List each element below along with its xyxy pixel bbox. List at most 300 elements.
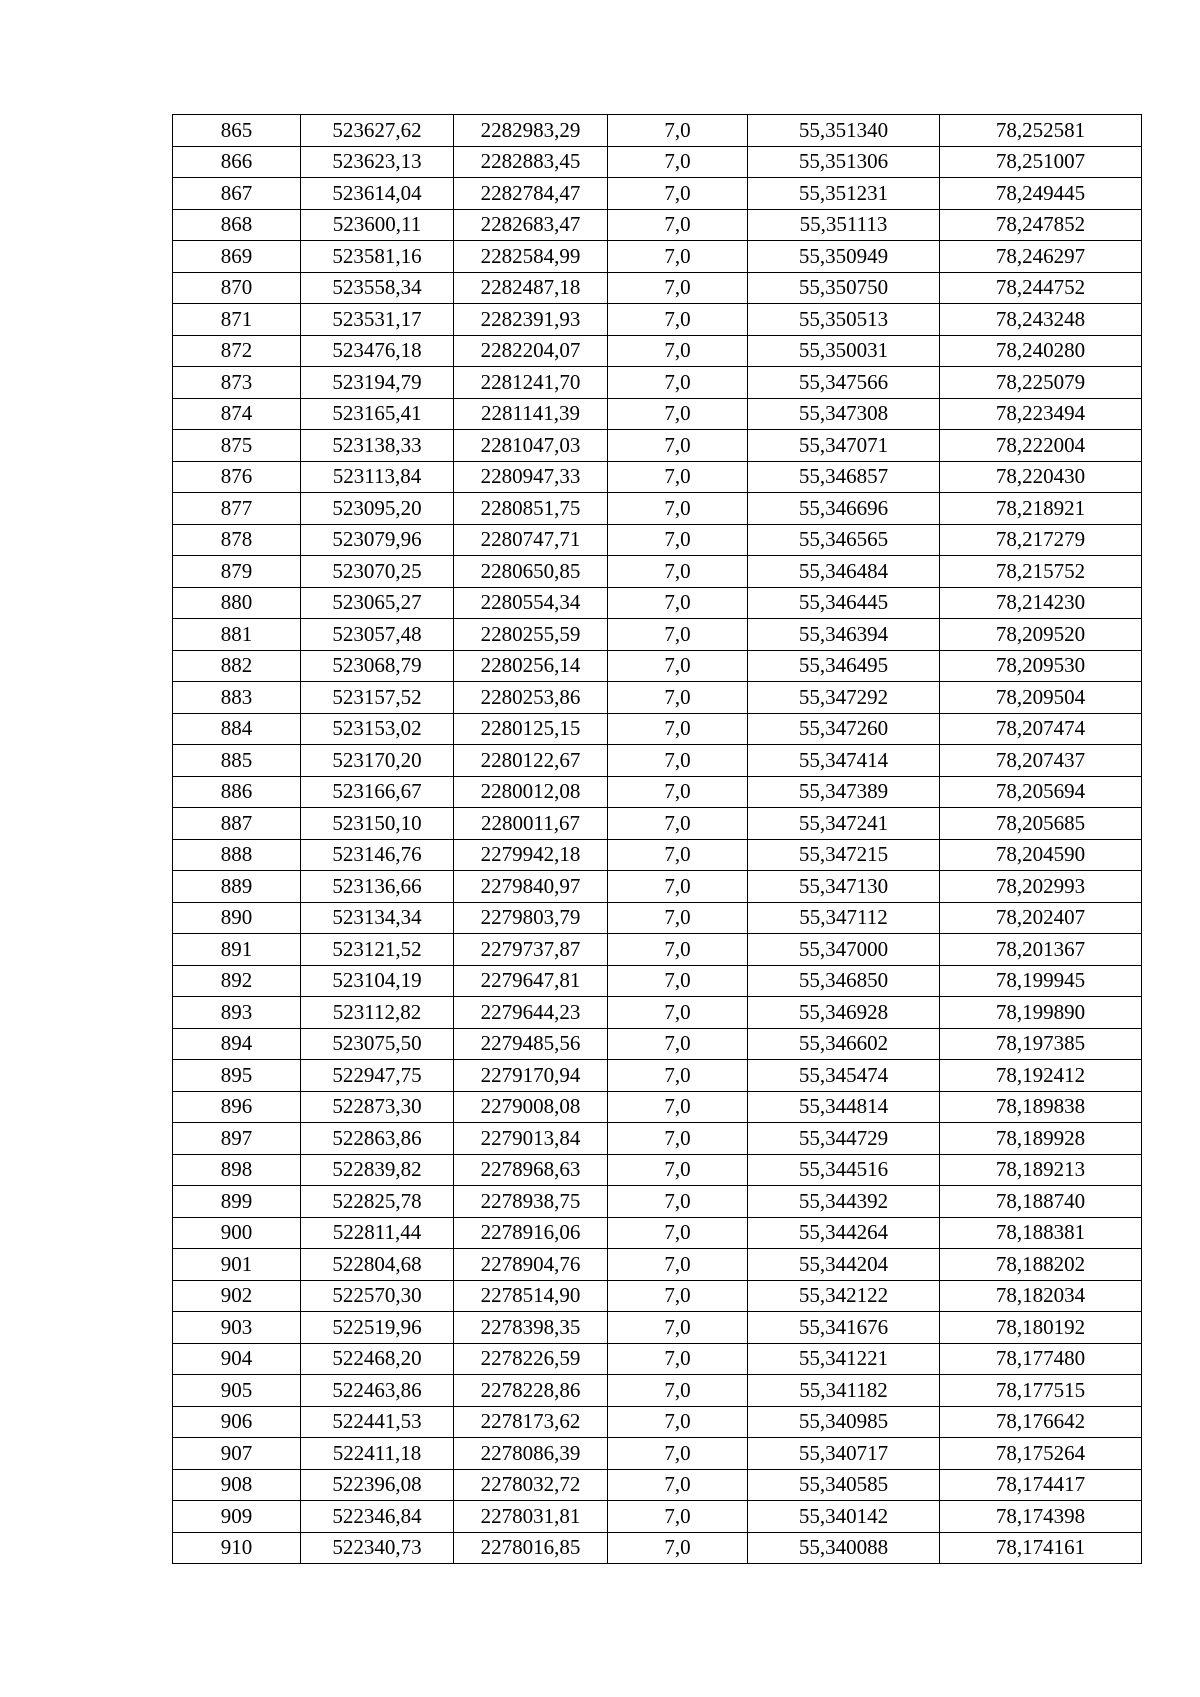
- point-number-cell: 870: [173, 272, 301, 304]
- x-coordinate-cell: 523068,79: [301, 650, 454, 682]
- point-number-cell: 894: [173, 1028, 301, 1060]
- latitude-cell: 55,347130: [748, 871, 940, 903]
- longitude-cell: 78,202407: [940, 902, 1142, 934]
- point-number-cell: 909: [173, 1501, 301, 1533]
- table-row: [173, 997, 1142, 1029]
- y-coordinate-cell: 2280747,71: [454, 524, 608, 556]
- accuracy-cell: 7,0: [608, 335, 748, 367]
- table-row: [173, 304, 1142, 336]
- accuracy-cell: 7,0: [608, 367, 748, 399]
- point-number-cell: 910: [173, 1532, 301, 1564]
- point-number-cell: 901: [173, 1249, 301, 1281]
- x-coordinate-cell: 522570,30: [301, 1280, 454, 1312]
- latitude-cell: 55,346484: [748, 556, 940, 588]
- point-number-cell: 908: [173, 1469, 301, 1501]
- point-number-cell: 905: [173, 1375, 301, 1407]
- table-row: [173, 1123, 1142, 1155]
- accuracy-cell: 7,0: [608, 1060, 748, 1092]
- latitude-cell: 55,344516: [748, 1154, 940, 1186]
- accuracy-cell: 7,0: [608, 1280, 748, 1312]
- y-coordinate-cell: 2280253,86: [454, 682, 608, 714]
- table-row: [173, 146, 1142, 178]
- accuracy-cell: 7,0: [608, 871, 748, 903]
- latitude-cell: 55,347071: [748, 430, 940, 462]
- latitude-cell: 55,344204: [748, 1249, 940, 1281]
- longitude-cell: 78,189928: [940, 1123, 1142, 1155]
- x-coordinate-cell: 522804,68: [301, 1249, 454, 1281]
- accuracy-cell: 7,0: [608, 839, 748, 871]
- point-number-cell: 869: [173, 241, 301, 273]
- x-coordinate-cell: 523112,82: [301, 997, 454, 1029]
- x-coordinate-cell: 523095,20: [301, 493, 454, 525]
- x-coordinate-cell: 523558,34: [301, 272, 454, 304]
- point-number-cell: 877: [173, 493, 301, 525]
- x-coordinate-cell: 523614,04: [301, 178, 454, 210]
- longitude-cell: 78,177480: [940, 1343, 1142, 1375]
- accuracy-cell: 7,0: [608, 997, 748, 1029]
- latitude-cell: 55,340088: [748, 1532, 940, 1564]
- point-number-cell: 886: [173, 776, 301, 808]
- x-coordinate-cell: 523121,52: [301, 934, 454, 966]
- accuracy-cell: 7,0: [608, 1343, 748, 1375]
- x-coordinate-cell: 523165,41: [301, 398, 454, 430]
- accuracy-cell: 7,0: [608, 650, 748, 682]
- point-number-cell: 882: [173, 650, 301, 682]
- latitude-cell: 55,344814: [748, 1091, 940, 1123]
- x-coordinate-cell: 523070,25: [301, 556, 454, 588]
- point-number-cell: 878: [173, 524, 301, 556]
- longitude-cell: 78,197385: [940, 1028, 1142, 1060]
- table-row: [173, 335, 1142, 367]
- accuracy-cell: 7,0: [608, 682, 748, 714]
- accuracy-cell: 7,0: [608, 1091, 748, 1123]
- table-row: [173, 178, 1142, 210]
- y-coordinate-cell: 2279485,56: [454, 1028, 608, 1060]
- table-row: [173, 1343, 1142, 1375]
- latitude-cell: 55,350513: [748, 304, 940, 336]
- longitude-cell: 78,205694: [940, 776, 1142, 808]
- x-coordinate-cell: 523153,02: [301, 713, 454, 745]
- latitude-cell: 55,340585: [748, 1469, 940, 1501]
- y-coordinate-cell: 2282391,93: [454, 304, 608, 336]
- point-number-cell: 891: [173, 934, 301, 966]
- y-coordinate-cell: 2279013,84: [454, 1123, 608, 1155]
- y-coordinate-cell: 2281141,39: [454, 398, 608, 430]
- latitude-cell: 55,347308: [748, 398, 940, 430]
- longitude-cell: 78,220430: [940, 461, 1142, 493]
- accuracy-cell: 7,0: [608, 556, 748, 588]
- latitude-cell: 55,345474: [748, 1060, 940, 1092]
- accuracy-cell: 7,0: [608, 304, 748, 336]
- x-coordinate-cell: 522396,08: [301, 1469, 454, 1501]
- x-coordinate-cell: 523065,27: [301, 587, 454, 619]
- longitude-cell: 78,209504: [940, 682, 1142, 714]
- table-row: [173, 1375, 1142, 1407]
- latitude-cell: 55,350031: [748, 335, 940, 367]
- x-coordinate-cell: 522947,75: [301, 1060, 454, 1092]
- y-coordinate-cell: 2278398,35: [454, 1312, 608, 1344]
- y-coordinate-cell: 2282204,07: [454, 335, 608, 367]
- point-number-cell: 888: [173, 839, 301, 871]
- y-coordinate-cell: 2279942,18: [454, 839, 608, 871]
- latitude-cell: 55,346850: [748, 965, 940, 997]
- y-coordinate-cell: 2280650,85: [454, 556, 608, 588]
- longitude-cell: 78,188202: [940, 1249, 1142, 1281]
- table-row: [173, 461, 1142, 493]
- longitude-cell: 78,215752: [940, 556, 1142, 588]
- y-coordinate-cell: 2282883,45: [454, 146, 608, 178]
- latitude-cell: 55,341676: [748, 1312, 940, 1344]
- y-coordinate-cell: 2278514,90: [454, 1280, 608, 1312]
- latitude-cell: 55,347389: [748, 776, 940, 808]
- accuracy-cell: 7,0: [608, 1469, 748, 1501]
- latitude-cell: 55,344729: [748, 1123, 940, 1155]
- latitude-cell: 55,347566: [748, 367, 940, 399]
- latitude-cell: 55,346445: [748, 587, 940, 619]
- x-coordinate-cell: 522441,53: [301, 1406, 454, 1438]
- table-row: [173, 1091, 1142, 1123]
- longitude-cell: 78,188381: [940, 1217, 1142, 1249]
- x-coordinate-cell: 522873,30: [301, 1091, 454, 1123]
- latitude-cell: 55,346565: [748, 524, 940, 556]
- coordinates-table-body: [173, 115, 1142, 1564]
- latitude-cell: 55,340985: [748, 1406, 940, 1438]
- latitude-cell: 55,341221: [748, 1343, 940, 1375]
- y-coordinate-cell: 2278228,86: [454, 1375, 608, 1407]
- x-coordinate-cell: 522519,96: [301, 1312, 454, 1344]
- point-number-cell: 890: [173, 902, 301, 934]
- point-number-cell: 876: [173, 461, 301, 493]
- y-coordinate-cell: 2280255,59: [454, 619, 608, 651]
- x-coordinate-cell: 523104,19: [301, 965, 454, 997]
- y-coordinate-cell: 2278086,39: [454, 1438, 608, 1470]
- y-coordinate-cell: 2282683,47: [454, 209, 608, 241]
- y-coordinate-cell: 2280122,67: [454, 745, 608, 777]
- latitude-cell: 55,346928: [748, 997, 940, 1029]
- longitude-cell: 78,217279: [940, 524, 1142, 556]
- y-coordinate-cell: 2280012,08: [454, 776, 608, 808]
- table-row: [173, 902, 1142, 934]
- accuracy-cell: 7,0: [608, 902, 748, 934]
- y-coordinate-cell: 2278968,63: [454, 1154, 608, 1186]
- y-coordinate-cell: 2281241,70: [454, 367, 608, 399]
- table-row: [173, 650, 1142, 682]
- table-row: [173, 1501, 1142, 1533]
- table-row: [173, 713, 1142, 745]
- accuracy-cell: 7,0: [608, 398, 748, 430]
- table-row: [173, 1186, 1142, 1218]
- table-row: [173, 1532, 1142, 1564]
- latitude-cell: 55,344392: [748, 1186, 940, 1218]
- longitude-cell: 78,174417: [940, 1469, 1142, 1501]
- point-number-cell: 893: [173, 997, 301, 1029]
- y-coordinate-cell: 2278173,62: [454, 1406, 608, 1438]
- x-coordinate-cell: 522811,44: [301, 1217, 454, 1249]
- point-number-cell: 881: [173, 619, 301, 651]
- point-number-cell: 903: [173, 1312, 301, 1344]
- point-number-cell: 884: [173, 713, 301, 745]
- accuracy-cell: 7,0: [608, 1375, 748, 1407]
- point-number-cell: 898: [173, 1154, 301, 1186]
- x-coordinate-cell: 523157,52: [301, 682, 454, 714]
- x-coordinate-cell: 523150,10: [301, 808, 454, 840]
- y-coordinate-cell: 2279008,08: [454, 1091, 608, 1123]
- accuracy-cell: 7,0: [608, 934, 748, 966]
- point-number-cell: 879: [173, 556, 301, 588]
- latitude-cell: 55,346394: [748, 619, 940, 651]
- point-number-cell: 865: [173, 115, 301, 147]
- x-coordinate-cell: 522468,20: [301, 1343, 454, 1375]
- y-coordinate-cell: 2278904,76: [454, 1249, 608, 1281]
- point-number-cell: 880: [173, 587, 301, 619]
- latitude-cell: 55,350949: [748, 241, 940, 273]
- table-row: [173, 1249, 1142, 1281]
- point-number-cell: 900: [173, 1217, 301, 1249]
- table-row: [173, 115, 1142, 147]
- longitude-cell: 78,201367: [940, 934, 1142, 966]
- x-coordinate-cell: 523146,76: [301, 839, 454, 871]
- accuracy-cell: 7,0: [608, 178, 748, 210]
- x-coordinate-cell: 523581,16: [301, 241, 454, 273]
- y-coordinate-cell: 2279840,97: [454, 871, 608, 903]
- table-row: [173, 1469, 1142, 1501]
- accuracy-cell: 7,0: [608, 1438, 748, 1470]
- longitude-cell: 78,243248: [940, 304, 1142, 336]
- y-coordinate-cell: 2279647,81: [454, 965, 608, 997]
- x-coordinate-cell: 523113,84: [301, 461, 454, 493]
- table-row: [173, 272, 1142, 304]
- accuracy-cell: 7,0: [608, 430, 748, 462]
- accuracy-cell: 7,0: [608, 272, 748, 304]
- longitude-cell: 78,247852: [940, 209, 1142, 241]
- latitude-cell: 55,351306: [748, 146, 940, 178]
- y-coordinate-cell: 2280256,14: [454, 650, 608, 682]
- accuracy-cell: 7,0: [608, 808, 748, 840]
- y-coordinate-cell: 2278916,06: [454, 1217, 608, 1249]
- longitude-cell: 78,205685: [940, 808, 1142, 840]
- accuracy-cell: 7,0: [608, 115, 748, 147]
- accuracy-cell: 7,0: [608, 241, 748, 273]
- accuracy-cell: 7,0: [608, 1532, 748, 1564]
- accuracy-cell: 7,0: [608, 745, 748, 777]
- accuracy-cell: 7,0: [608, 1406, 748, 1438]
- latitude-cell: 55,341182: [748, 1375, 940, 1407]
- accuracy-cell: 7,0: [608, 1312, 748, 1344]
- longitude-cell: 78,188740: [940, 1186, 1142, 1218]
- x-coordinate-cell: 523075,50: [301, 1028, 454, 1060]
- latitude-cell: 55,346495: [748, 650, 940, 682]
- latitude-cell: 55,347414: [748, 745, 940, 777]
- y-coordinate-cell: 2278938,75: [454, 1186, 608, 1218]
- accuracy-cell: 7,0: [608, 1154, 748, 1186]
- x-coordinate-cell: 522411,18: [301, 1438, 454, 1470]
- y-coordinate-cell: 2278031,81: [454, 1501, 608, 1533]
- y-coordinate-cell: 2279737,87: [454, 934, 608, 966]
- y-coordinate-cell: 2280011,67: [454, 808, 608, 840]
- y-coordinate-cell: 2279803,79: [454, 902, 608, 934]
- accuracy-cell: 7,0: [608, 209, 748, 241]
- longitude-cell: 78,214230: [940, 587, 1142, 619]
- y-coordinate-cell: 2280554,34: [454, 587, 608, 619]
- y-coordinate-cell: 2278016,85: [454, 1532, 608, 1564]
- longitude-cell: 78,189213: [940, 1154, 1142, 1186]
- longitude-cell: 78,180192: [940, 1312, 1142, 1344]
- point-number-cell: 866: [173, 146, 301, 178]
- point-number-cell: 883: [173, 682, 301, 714]
- x-coordinate-cell: 522340,73: [301, 1532, 454, 1564]
- longitude-cell: 78,192412: [940, 1060, 1142, 1092]
- y-coordinate-cell: 2278032,72: [454, 1469, 608, 1501]
- x-coordinate-cell: 523627,62: [301, 115, 454, 147]
- accuracy-cell: 7,0: [608, 1501, 748, 1533]
- y-coordinate-cell: 2280125,15: [454, 713, 608, 745]
- latitude-cell: 55,340717: [748, 1438, 940, 1470]
- latitude-cell: 55,346696: [748, 493, 940, 525]
- point-number-cell: 889: [173, 871, 301, 903]
- latitude-cell: 55,344264: [748, 1217, 940, 1249]
- point-number-cell: 867: [173, 178, 301, 210]
- point-number-cell: 872: [173, 335, 301, 367]
- x-coordinate-cell: 522863,86: [301, 1123, 454, 1155]
- coordinates-table: [172, 114, 1142, 1564]
- latitude-cell: 55,347292: [748, 682, 940, 714]
- longitude-cell: 78,251007: [940, 146, 1142, 178]
- accuracy-cell: 7,0: [608, 1123, 748, 1155]
- table-row: [173, 1154, 1142, 1186]
- x-coordinate-cell: 523194,79: [301, 367, 454, 399]
- x-coordinate-cell: 522463,86: [301, 1375, 454, 1407]
- longitude-cell: 78,182034: [940, 1280, 1142, 1312]
- table-row: [173, 587, 1142, 619]
- y-coordinate-cell: 2282784,47: [454, 178, 608, 210]
- longitude-cell: 78,189838: [940, 1091, 1142, 1123]
- point-number-cell: 874: [173, 398, 301, 430]
- point-number-cell: 892: [173, 965, 301, 997]
- accuracy-cell: 7,0: [608, 1217, 748, 1249]
- longitude-cell: 78,204590: [940, 839, 1142, 871]
- x-coordinate-cell: 523057,48: [301, 619, 454, 651]
- table-row: [173, 1438, 1142, 1470]
- longitude-cell: 78,177515: [940, 1375, 1142, 1407]
- latitude-cell: 55,347000: [748, 934, 940, 966]
- table-row: [173, 808, 1142, 840]
- y-coordinate-cell: 2282487,18: [454, 272, 608, 304]
- x-coordinate-cell: 523476,18: [301, 335, 454, 367]
- table-row: [173, 1280, 1142, 1312]
- point-number-cell: 887: [173, 808, 301, 840]
- point-number-cell: 906: [173, 1406, 301, 1438]
- accuracy-cell: 7,0: [608, 146, 748, 178]
- point-number-cell: 873: [173, 367, 301, 399]
- y-coordinate-cell: 2280851,75: [454, 493, 608, 525]
- latitude-cell: 55,346857: [748, 461, 940, 493]
- table-row: [173, 839, 1142, 871]
- longitude-cell: 78,209520: [940, 619, 1142, 651]
- x-coordinate-cell: 523136,66: [301, 871, 454, 903]
- table-row: [173, 1028, 1142, 1060]
- x-coordinate-cell: 522825,78: [301, 1186, 454, 1218]
- latitude-cell: 55,347112: [748, 902, 940, 934]
- longitude-cell: 78,252581: [940, 115, 1142, 147]
- point-number-cell: 868: [173, 209, 301, 241]
- x-coordinate-cell: 523623,13: [301, 146, 454, 178]
- x-coordinate-cell: 522346,84: [301, 1501, 454, 1533]
- latitude-cell: 55,346602: [748, 1028, 940, 1060]
- table-row: [173, 1406, 1142, 1438]
- y-coordinate-cell: 2279644,23: [454, 997, 608, 1029]
- table-row: [173, 1060, 1142, 1092]
- accuracy-cell: 7,0: [608, 776, 748, 808]
- longitude-cell: 78,176642: [940, 1406, 1142, 1438]
- latitude-cell: 55,340142: [748, 1501, 940, 1533]
- latitude-cell: 55,342122: [748, 1280, 940, 1312]
- latitude-cell: 55,350750: [748, 272, 940, 304]
- x-coordinate-cell: 523134,34: [301, 902, 454, 934]
- latitude-cell: 55,351340: [748, 115, 940, 147]
- table-row: [173, 1217, 1142, 1249]
- longitude-cell: 78,202993: [940, 871, 1142, 903]
- point-number-cell: 897: [173, 1123, 301, 1155]
- longitude-cell: 78,225079: [940, 367, 1142, 399]
- longitude-cell: 78,199945: [940, 965, 1142, 997]
- x-coordinate-cell: 522839,82: [301, 1154, 454, 1186]
- longitude-cell: 78,207437: [940, 745, 1142, 777]
- table-row: [173, 1312, 1142, 1344]
- y-coordinate-cell: 2278226,59: [454, 1343, 608, 1375]
- table-row: [173, 776, 1142, 808]
- accuracy-cell: 7,0: [608, 713, 748, 745]
- table-row: [173, 430, 1142, 462]
- table-row: [173, 934, 1142, 966]
- point-number-cell: 896: [173, 1091, 301, 1123]
- accuracy-cell: 7,0: [608, 587, 748, 619]
- longitude-cell: 78,209530: [940, 650, 1142, 682]
- longitude-cell: 78,175264: [940, 1438, 1142, 1470]
- x-coordinate-cell: 523138,33: [301, 430, 454, 462]
- y-coordinate-cell: 2282983,29: [454, 115, 608, 147]
- accuracy-cell: 7,0: [608, 461, 748, 493]
- y-coordinate-cell: 2282584,99: [454, 241, 608, 273]
- accuracy-cell: 7,0: [608, 1028, 748, 1060]
- longitude-cell: 78,222004: [940, 430, 1142, 462]
- longitude-cell: 78,223494: [940, 398, 1142, 430]
- longitude-cell: 78,218921: [940, 493, 1142, 525]
- table-row: [173, 965, 1142, 997]
- table-row: [173, 619, 1142, 651]
- y-coordinate-cell: 2281047,03: [454, 430, 608, 462]
- point-number-cell: 907: [173, 1438, 301, 1470]
- table-row: [173, 556, 1142, 588]
- longitude-cell: 78,249445: [940, 178, 1142, 210]
- point-number-cell: 895: [173, 1060, 301, 1092]
- y-coordinate-cell: 2279170,94: [454, 1060, 608, 1092]
- latitude-cell: 55,351231: [748, 178, 940, 210]
- longitude-cell: 78,174161: [940, 1532, 1142, 1564]
- table-row: [173, 745, 1142, 777]
- latitude-cell: 55,351113: [748, 209, 940, 241]
- table-row: [173, 367, 1142, 399]
- longitude-cell: 78,240280: [940, 335, 1142, 367]
- latitude-cell: 55,347260: [748, 713, 940, 745]
- x-coordinate-cell: 523166,67: [301, 776, 454, 808]
- x-coordinate-cell: 523531,17: [301, 304, 454, 336]
- x-coordinate-cell: 523170,20: [301, 745, 454, 777]
- table-row: [173, 493, 1142, 525]
- point-number-cell: 871: [173, 304, 301, 336]
- accuracy-cell: 7,0: [608, 965, 748, 997]
- x-coordinate-cell: 523079,96: [301, 524, 454, 556]
- longitude-cell: 78,199890: [940, 997, 1142, 1029]
